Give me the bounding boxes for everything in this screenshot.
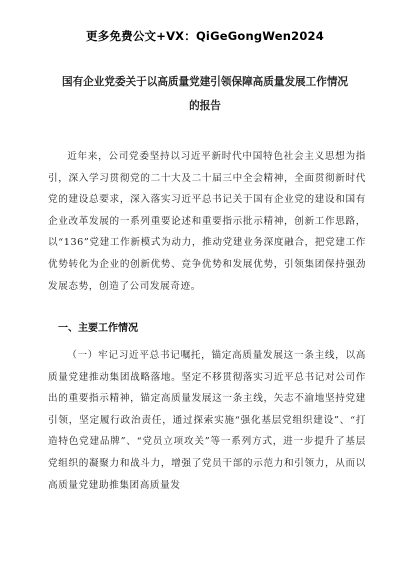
intro-paragraph: 近年来，公司党委坚持以习近平新时代中国特色社会主义思想为指引，深入学习贯彻党的二十大及二十届三中全会精神，全面贯彻新时代党的建设总要求，深入落实习近平总书记关于国有企业党的建设和国有企业改革发展的一系列重要论述和重要指示批示精神，创新工作思路，以“136”党建工作新模式为动力，推动党建业务深度融合，把党建工作优势转化为企业的创新优势、竞争优势和发展优势，引领集团保持强劲发展态势，创造了公司发展奇迹。	[48, 151, 366, 292]
page-header: 更多免费公文+VX：QiGeGongWen2024	[86, 29, 324, 43]
item-paragraph: （一）牢记习近平总书记嘱托，锚定高质量发展这一条主线，以高质量党建推动集团战略落地。坚定不移贯彻落实习近平总书记对公司作出的重要指示精神，锚定高质量发展这一条主线，矢志不渝地坚持党建引领，坚定履行政治责任，通过探索实施“强化基层党组织建设”、“打造特色党建品牌”、“党员立项攻关”等一系列方式，进一步提升了基层党组织的凝聚力和战斗力，增强了党员干部的示范力和引领力，从而以高质量党建助推集团高质量发	[48, 350, 366, 491]
section-heading: 一、主要工作情况	[58, 323, 138, 334]
document-title: 国有企业党委关于以高质量党建引领保障高质量发展工作情况的报告	[61, 76, 349, 112]
